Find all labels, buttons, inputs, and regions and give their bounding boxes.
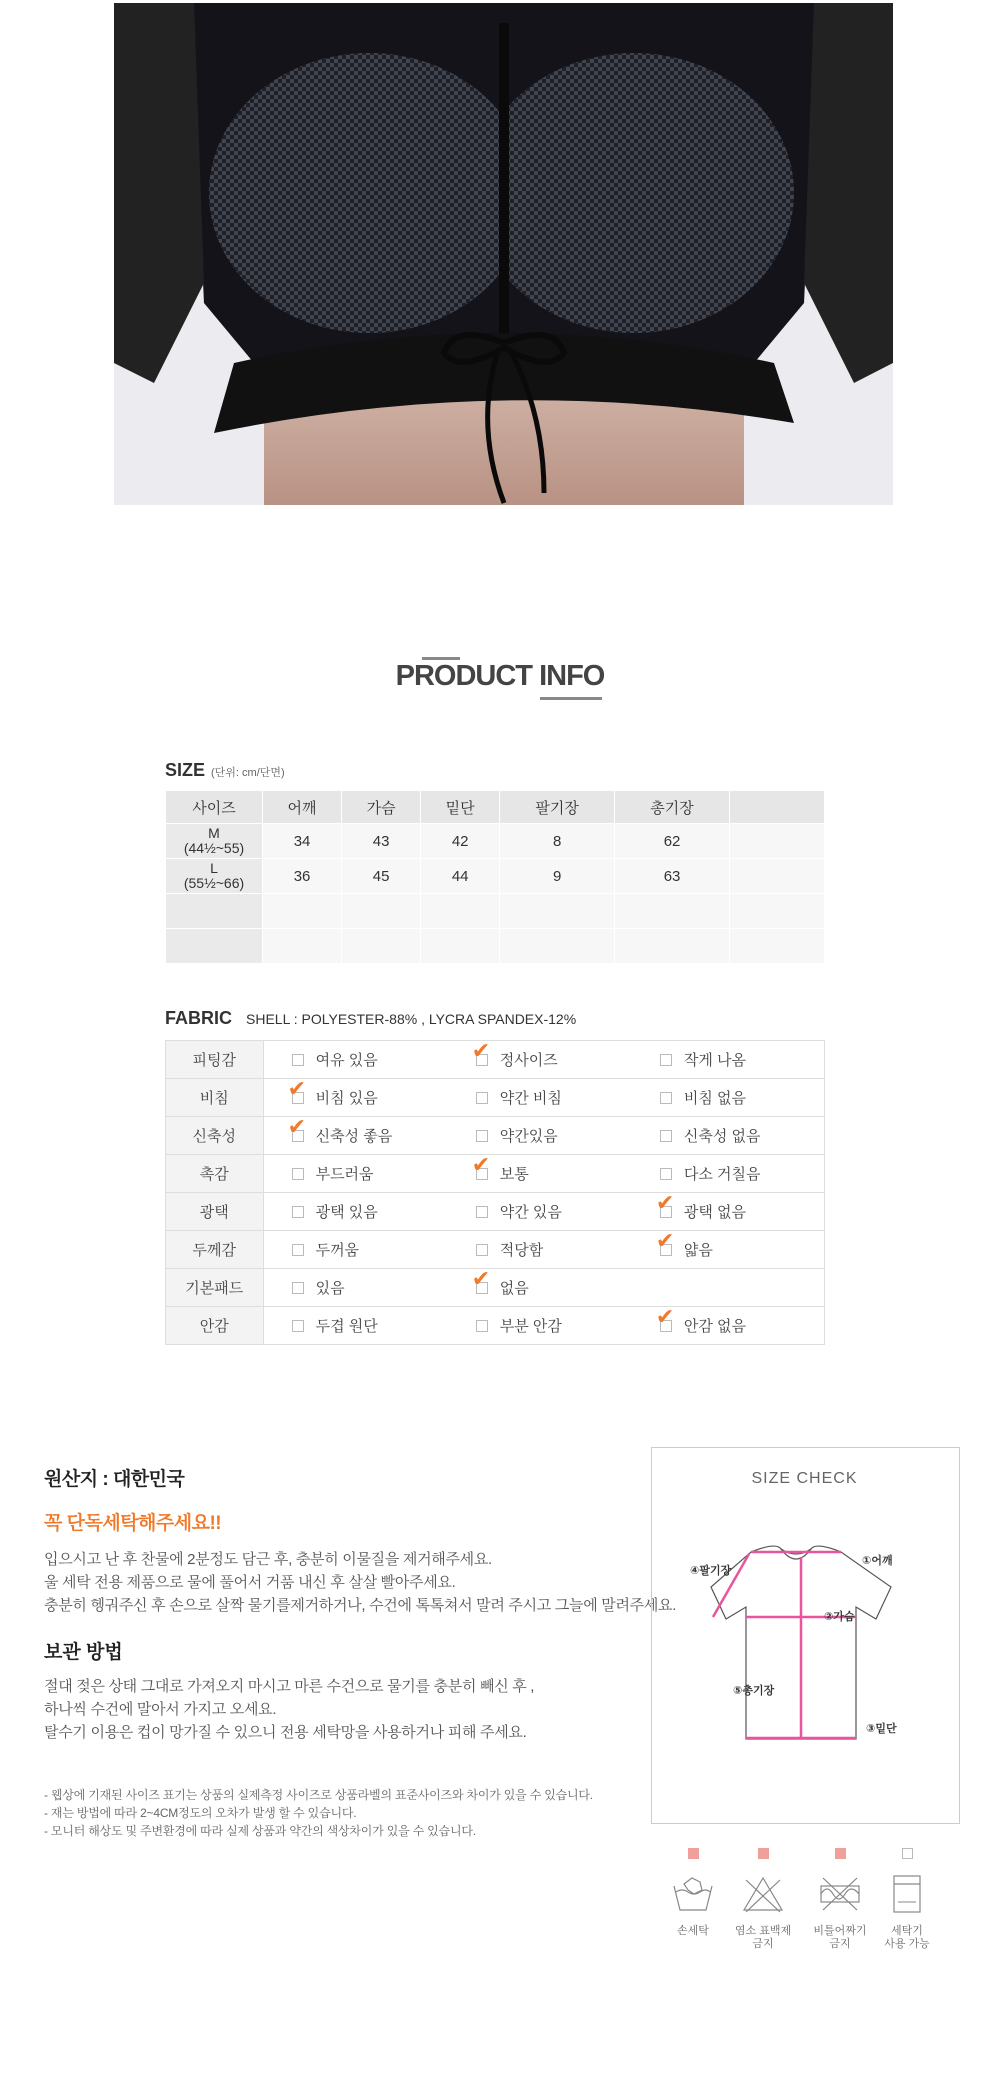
fabric-option-label: 약간 있음 [499,1204,562,1221]
table-row [166,1231,825,1269]
fabric-option [660,1049,746,1070]
fabric-option-label: 약간있음 [499,1128,558,1145]
fabric-option-label: 있음 [315,1280,345,1297]
care-mark [902,1848,913,1859]
care-mark [835,1848,846,1859]
table-row [166,929,825,964]
checkbox [292,1168,304,1180]
checkbox [476,1244,488,1256]
col-chest: 가슴 [342,791,421,824]
table-row [166,894,825,929]
fabric-option-cell [456,1193,640,1231]
fabric-option-label: 안감 없음 [683,1318,746,1335]
check-icon: ✔ [287,1076,307,1101]
checkbox [292,1206,304,1218]
table-row [166,1307,825,1345]
no-wring-icon [817,1874,863,1914]
size-table-header [166,791,825,824]
table-row [166,1155,825,1193]
fabric-option [655,1190,746,1222]
fabric-label: FABRIC [165,1008,232,1028]
fabric-option [660,1087,746,1108]
size-range: (44½~55) [183,840,245,856]
fabric-option-label: 신축성 좋음 [315,1128,393,1145]
table-row [166,1269,825,1307]
fabric-option [292,1201,378,1222]
fabric-option-cell [263,1307,456,1345]
size-cell [166,859,263,894]
table-cell: 45 [342,859,421,894]
shoulder-label: ①어깨 [862,1555,893,1567]
fabric-option-cell [456,1307,640,1345]
checkbox [476,1130,488,1142]
fabric-option-label: 광택 없음 [683,1204,746,1221]
note-line: - 재는 방법에 따라 2~4CM정도의 오차가 발생 할 수 있습니다. [44,1806,357,1820]
fabric-option-cell [456,1152,640,1193]
checkbox [476,1092,488,1104]
checkbox [660,1130,672,1142]
size-range: (55½~66) [183,875,245,891]
table-cell [730,859,825,894]
checkbox [292,1282,304,1294]
origin-text: 원산지 : 대한민국 [44,1469,185,1490]
fabric-option [292,1277,345,1298]
check-icon: ✔ [287,1114,307,1139]
checkbox [292,1054,304,1066]
fabric-option-label: 두꺼움 [315,1242,360,1259]
table-cell: 42 [421,824,500,859]
table-cell: 44 [421,859,500,894]
length-label: ⑤총기장 [733,1685,775,1697]
checkbox [476,1320,488,1332]
fabric-option [471,1266,529,1298]
checkbox [292,1320,304,1332]
care-label: 세탁기 사용 가능 [884,1925,930,1950]
checkbox [660,1168,672,1180]
table-row [166,1041,825,1079]
fabric-row-label: 비침 [166,1079,264,1117]
fabric-option-label: 작게 나옴 [683,1052,746,1069]
fabric-option-label: 두겹 원단 [315,1318,378,1335]
fabric-composition: SHELL : POLYESTER-88% , LYCRA SPANDEX-12% [246,1011,577,1027]
col-sleeve: 팔기장 [500,791,615,824]
fabric-option-cell [640,1079,825,1117]
fabric-option [292,1239,359,1260]
fabric-option-cell [456,1266,640,1307]
fabric-option-cell [456,1079,640,1117]
fabric-option [292,1049,378,1070]
fabric-option-cell [640,1041,825,1079]
col-size: 사이즈 [166,791,263,824]
table-cell: 9 [500,859,615,894]
size-table [165,790,825,964]
size-label: SIZE [165,760,206,780]
fabric-option-label: 얇음 [683,1242,713,1259]
fabric-option-label: 보통 [499,1166,529,1183]
table-row [166,1193,825,1231]
fabric-option-label: 신축성 없음 [683,1128,761,1145]
fabric-option-label: 광택 있음 [315,1204,378,1221]
check-icon: ✔ [471,1152,491,1177]
fabric-option-cell [263,1155,456,1193]
fabric-option-cell [456,1038,640,1079]
table-cell: 36 [263,859,342,894]
sleeve-label: ④팔기장 [690,1565,732,1577]
care-label: 염소 표백제 금지 [734,1925,792,1950]
fabric-option-cell [456,1231,640,1269]
fabric-row-label: 두께감 [166,1231,264,1269]
fabric-option [476,1315,562,1336]
fabric-option-cell [640,1304,825,1345]
fabric-option-label: 없음 [499,1280,529,1297]
fabric-option-cell [640,1117,825,1155]
fabric-row-label: 신축성 [166,1117,264,1155]
col-length: 총기장 [615,791,730,824]
care-mark [688,1848,699,1859]
storage-line: 하나씩 수건에 말아서 가지고 오세요. [44,1701,277,1718]
fabric-option [292,1315,378,1336]
care-icon-dryer [872,1846,942,1951]
fabric-option-label: 정사이즈 [499,1052,558,1069]
check-icon: ✔ [471,1266,491,1291]
fabric-option-cell [263,1041,456,1079]
fabric-option-label: 부분 안감 [499,1318,562,1335]
fabric-option [287,1114,393,1146]
checkbox [660,1054,672,1066]
size-name: L [210,860,218,876]
chest-label: ②가슴 [824,1611,855,1623]
fabric-option [476,1125,558,1146]
fabric-option-label: 적당함 [499,1242,544,1259]
care-label: 손세탁 [677,1925,709,1937]
care-icon-no-bleach [728,1846,798,1951]
fabric-option-cell [263,1269,456,1307]
note-line: - 모니터 해상도 및 주변환경에 따라 실제 상품과 약간의 색상차이가 있을 수 있습니다. [44,1824,476,1838]
fabric-heading [165,1008,576,1029]
col-shoulder: 어깨 [263,791,342,824]
size-cell [166,824,263,859]
product-info-title: PRODUCT INFO [395,660,605,692]
wash-line: 충분히 헹궈주신 후 손으로 살짝 물기를제거하거나, 수건에 톡톡쳐서 말려 주시고 그늘에 말려주세요. [44,1597,677,1614]
care-icon-hand-wash [658,1846,728,1938]
check-icon: ✔ [655,1190,675,1215]
fabric-option [292,1163,374,1184]
fabric-option [471,1038,558,1070]
wash-line: 울 세탁 전용 제품으로 물에 풀어서 거품 내신 후 살살 빨아주세요. [44,1574,456,1591]
check-icon: ✔ [655,1304,675,1329]
table-cell: 43 [342,824,421,859]
product-photo [114,3,893,505]
fabric-row-label: 피팅감 [166,1041,264,1079]
wash-line: 입으시고 난 후 찬물에 2분정도 담근 후, 충분히 이물질을 제거해주세요. [44,1551,492,1568]
fabric-option-label: 비침 있음 [315,1090,378,1107]
storage-line: 절대 젖은 상태 그대로 가져오지 마시고 마른 수건으로 물기를 충분히 빼신 후 , [44,1678,535,1695]
fabric-option-cell [263,1114,456,1155]
check-icon: ✔ [655,1228,675,1253]
col-empty [730,791,825,824]
table-row [166,824,825,859]
check-icon: ✔ [471,1038,491,1063]
fabric-row-label: 촉감 [166,1155,264,1193]
fabric-option-cell [456,1117,640,1155]
table-row [166,859,825,894]
fabric-option-cell [263,1231,456,1269]
fabric-option-label: 비침 없음 [683,1090,746,1107]
fabric-option-cell [640,1269,825,1307]
fabric-row-label: 기본패드 [166,1269,264,1307]
table-row [166,1117,825,1155]
size-name: M [208,825,220,841]
fabric-option-cell [640,1228,825,1269]
fabric-option [476,1239,543,1260]
fabric-table [165,1040,825,1345]
fabric-option [655,1228,713,1260]
col-hem: 밑단 [421,791,500,824]
fabric-option [287,1076,378,1108]
fabric-option [655,1304,746,1336]
fabric-option [476,1201,562,1222]
care-icon-no-wring [805,1846,875,1951]
fabric-option-label: 다소 거칠음 [683,1166,761,1183]
dryer-icon [884,1874,930,1914]
fabric-option [471,1152,529,1184]
title-decoration [540,697,602,700]
fabric-option-cell [263,1193,456,1231]
table-cell: 34 [263,824,342,859]
fabric-option-cell [263,1076,456,1117]
hand-wash-icon [670,1874,716,1914]
table-row [166,1079,825,1117]
checkbox [660,1092,672,1104]
fabric-row-label: 광택 [166,1193,264,1231]
storage-title: 보관 방법 [44,1642,123,1663]
checkbox [476,1206,488,1218]
note-line: - 웹상에 기재된 사이즈 표기는 상품의 실제측정 사이즈로 상품라벨의 표준사이즈와 차이가 있을 수 있습니다. [44,1788,593,1802]
checkbox [292,1244,304,1256]
fabric-option-cell [640,1190,825,1231]
size-unit: (단위: cm/단면) [211,767,285,779]
size-diagram [651,1447,958,1822]
fabric-option-label: 부드러움 [315,1166,374,1183]
fabric-option-label: 약간 비침 [499,1090,562,1107]
table-cell: 8 [500,824,615,859]
table-cell [730,824,825,859]
table-cell: 63 [615,859,730,894]
size-heading [165,760,285,781]
table-cell: 62 [615,824,730,859]
fabric-option [476,1087,562,1108]
hem-label: ③밑단 [866,1723,897,1735]
fabric-option-label: 여유 있음 [315,1052,378,1069]
fabric-option [660,1163,761,1184]
wash-title: 꼭 단독세탁해주세요!! [44,1513,222,1534]
size-check-title: SIZE CHECK [751,1470,858,1487]
no-bleach-icon [740,1874,786,1914]
storage-line: 탈수기 이용은 컵이 망가질 수 있으니 전용 세탁망을 사용하거나 피해 주세요. [44,1724,527,1741]
care-label: 비틀어짜기 금지 [813,1925,867,1950]
fabric-row-label: 안감 [166,1307,264,1345]
fabric-option-cell [640,1155,825,1193]
fabric-option [660,1125,761,1146]
care-mark [758,1848,769,1859]
